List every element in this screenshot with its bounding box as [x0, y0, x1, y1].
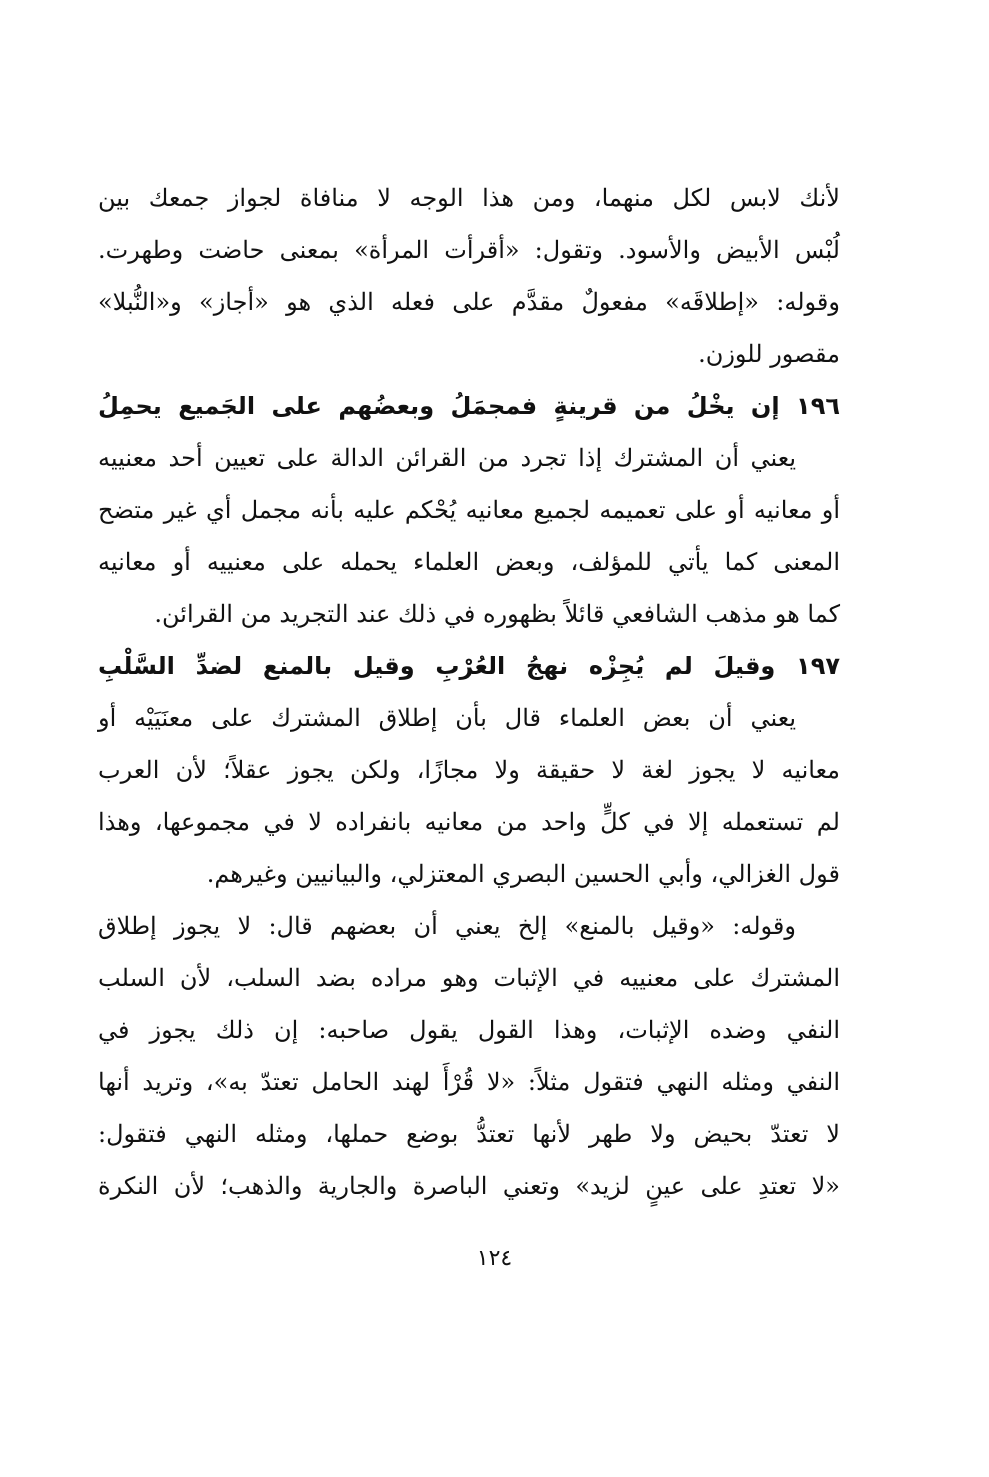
text-line: «لا تعتدِ على عينٍ لزيد» وتعني الباصرة والجارية والذهب؛ لأن النكرة	[98, 1172, 840, 1200]
text-line: مقصور للوزن.	[698, 340, 840, 368]
text-line: لم تستعمله إلا في كلٍّ واحد من معانيه بانفراده لا في مجموعها، وهذا	[98, 808, 840, 836]
text-line: لا تعتدّ بحيض ولا طهر لأنها تعتدُّ بوضع حملها، ومثله النهي فتقول:	[98, 1120, 840, 1148]
text-line: وقوله: «وقيل بالمنع» إلخ يعني أن بعضهم قال: لا يجوز إطلاق	[98, 912, 796, 940]
text-line: لأنك لابس لكل منهما، ومن هذا الوجه لا منافاة لجواز جمعك بين	[98, 184, 840, 212]
text-line: كما هو مذهب الشافعي قائلاً بظهوره في ذلك عند التجريد من القرائن.	[154, 600, 840, 628]
verse-line-196: ١٩٦ إن يخْلُ من قرينةٍ فمجمَلُ وبعضُهم على الجَميع يحمِلُ	[98, 392, 840, 420]
page-text-block	[98, 172, 840, 1212]
text-line: وقوله: «إطلاقَه» مفعولٌ مقدَّم على فعله الذي هو «أجاز» و«النُّبلا»	[98, 288, 840, 316]
text-line: قول الغزالي، وأبي الحسين البصري المعتزلي، والبيانيين وغيرهم.	[206, 860, 840, 888]
text-line: يعني أن المشترك إذا تجرد من القرائن الدالة على تعيين أحد معنييه	[98, 444, 796, 472]
text-line: النفي وضده الإثبات، وهذا القول يقول صاحبه: إن ذلك يجوز في	[98, 1016, 840, 1044]
text-line: المعنى كما يأتي للمؤلف، وبعض العلماء يحمله على معنييه أو معانيه	[98, 548, 840, 576]
text-line: النفي ومثله النهي فتقول مثلاً: «لا قُرْأَ لهند الحامل تعتدّ به»، وتريد أنها	[98, 1068, 840, 1096]
text-line: لُبْس الأبيض والأسود. وتقول: «أقرأت المرأة» بمعنى حاضت وطهرت.	[98, 236, 840, 264]
text-line: معانيه لا يجوز لغة لا حقيقة ولا مجازًا، ولكن يجوز عقلاً؛ لأن العرب	[98, 756, 840, 784]
page-number: ١٢٤	[476, 1246, 513, 1271]
verse-line-197: ١٩٧ وقيلَ لم يُجِزْه نهجُ العُرْبِ وقيل بالمنع لضدِّ السَّلْبِ	[98, 652, 840, 680]
text-line: المشترك على معنييه في الإثبات وهو مراده بضد السلب، لأن السلب	[98, 964, 840, 992]
text-line: أو معانيه أو على تعميمه لجميع معانيه يُحْكم عليه بأنه مجمل أي غير متضح	[98, 496, 840, 524]
text-line: يعني أن بعض العلماء قال بأن إطلاق المشترك على معنَيَيْه أو	[98, 704, 796, 732]
